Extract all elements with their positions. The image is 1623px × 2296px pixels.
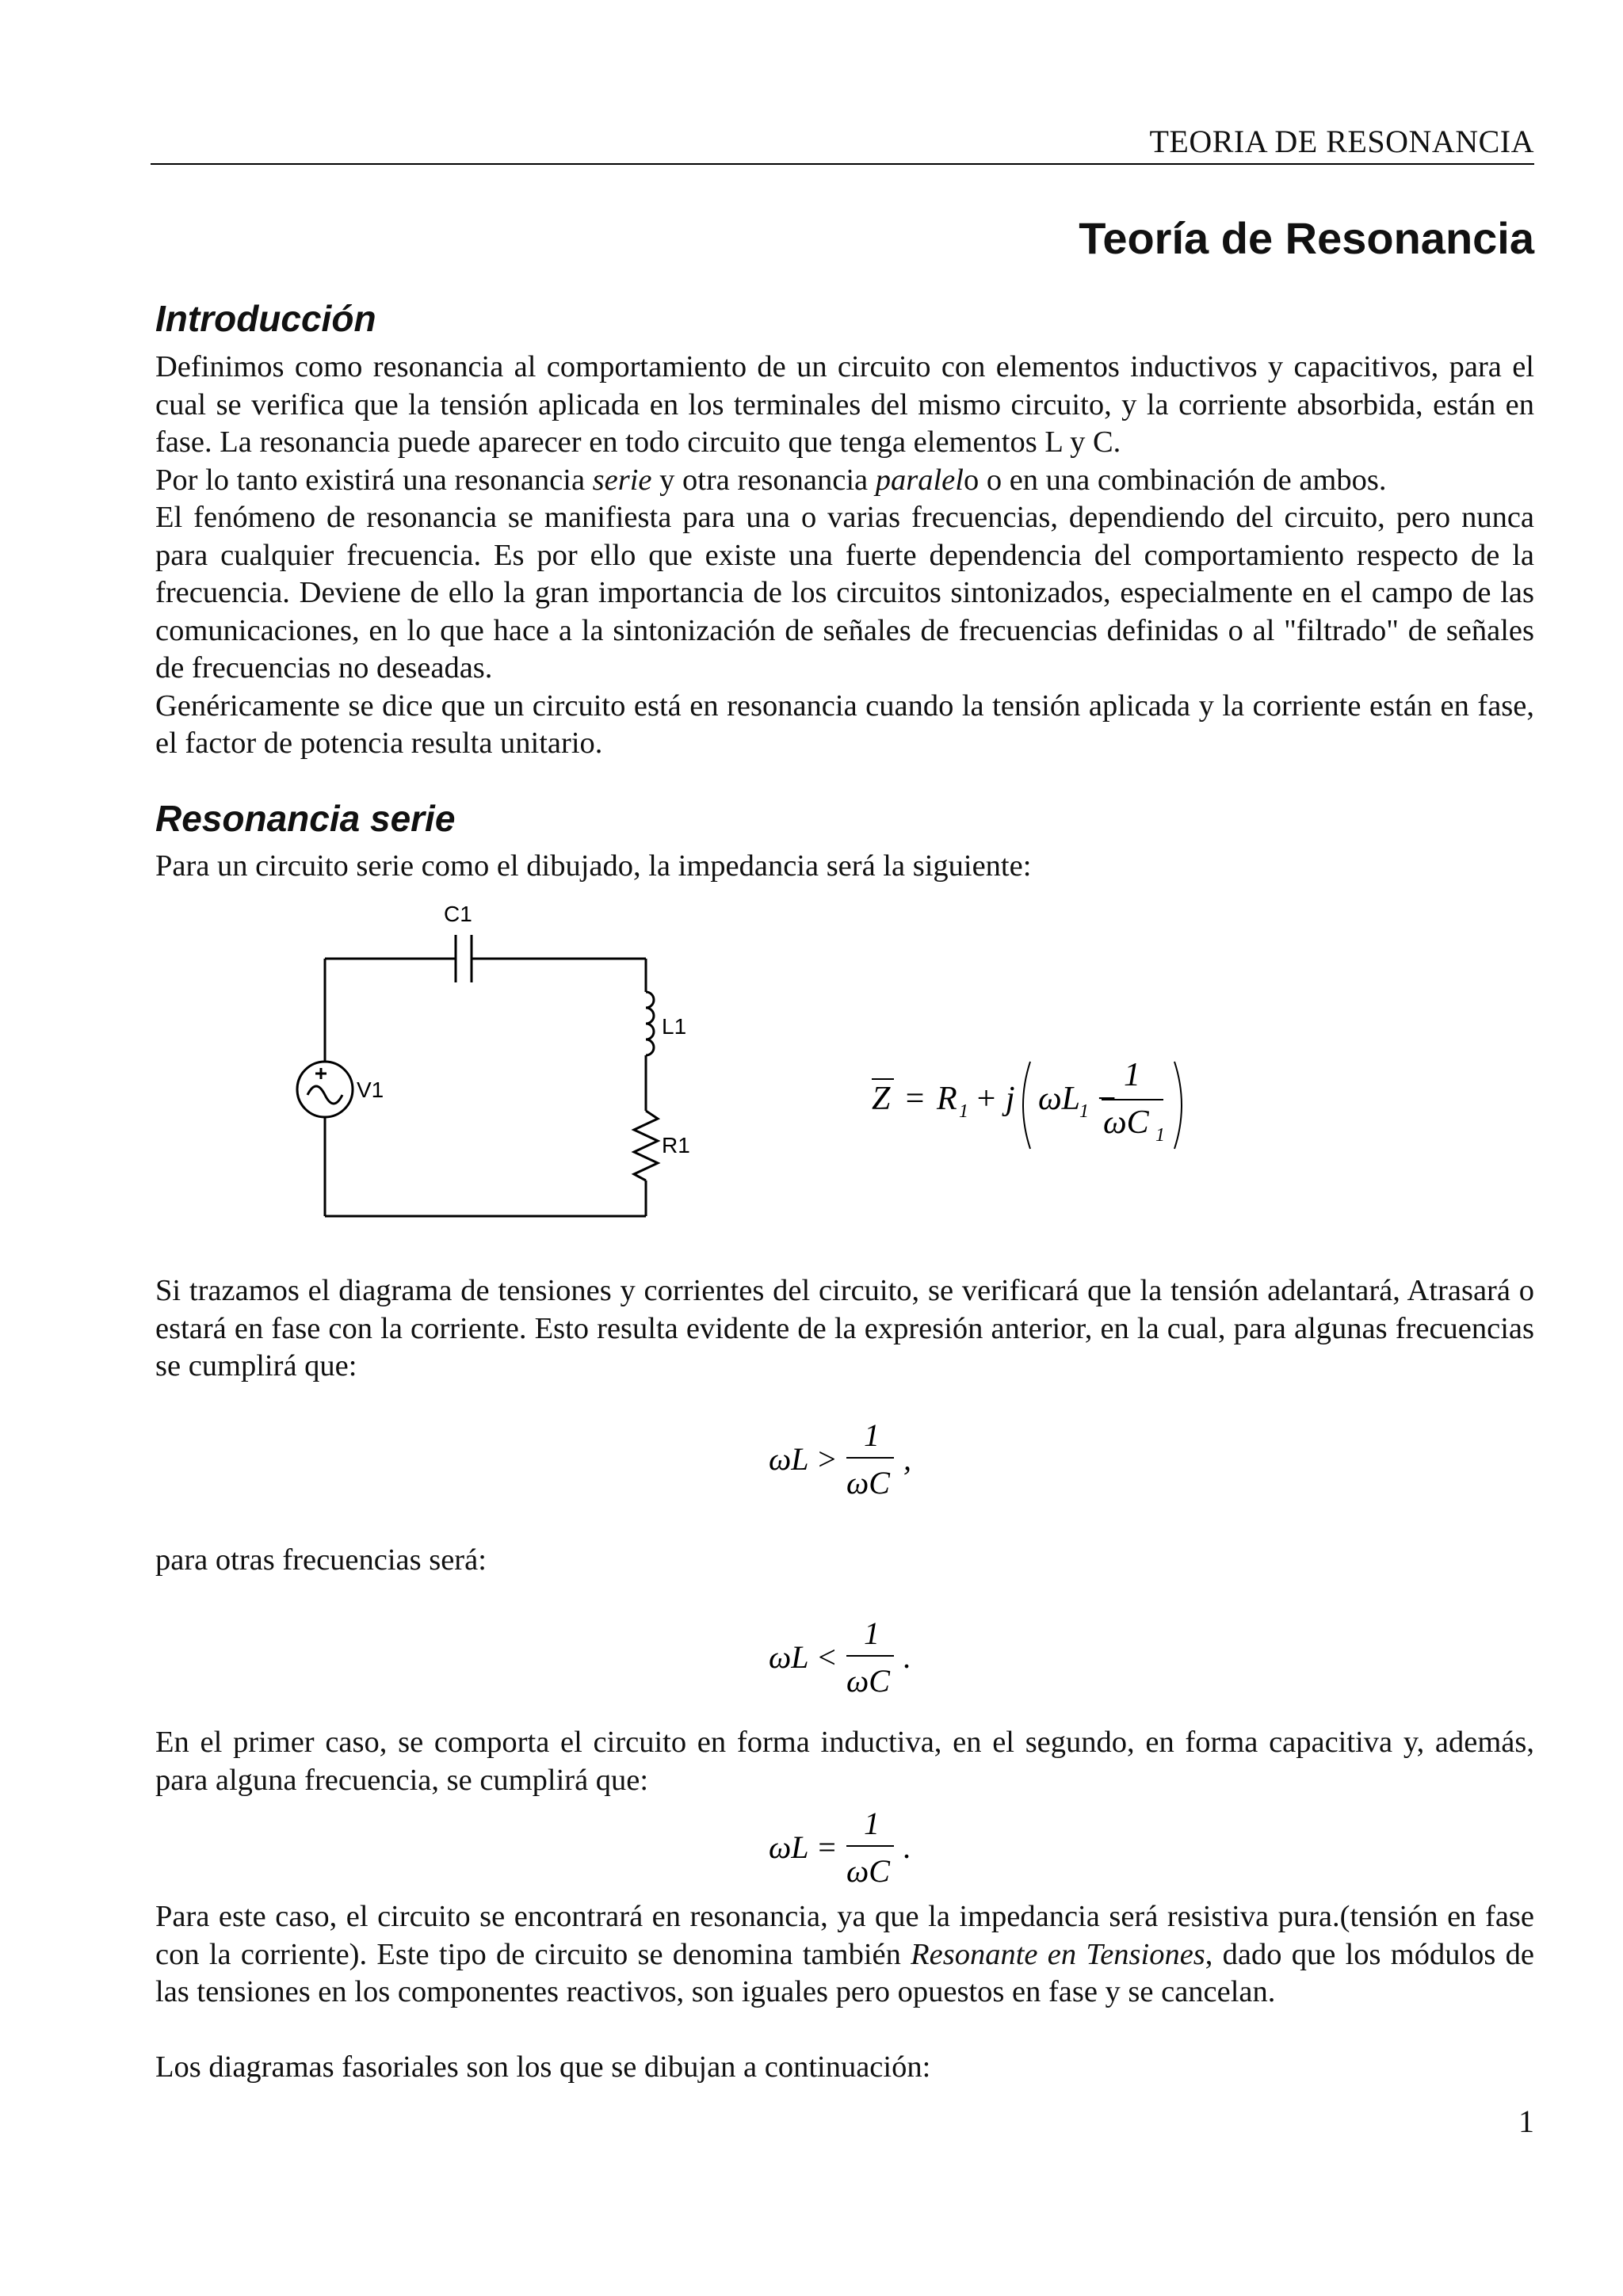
intro-text <box>155 349 1534 763</box>
inequality-greater <box>761 1418 951 1505</box>
intro-paragraph-2 <box>155 462 1534 500</box>
other-frequencies-text: para otras frecuencias será: <box>155 1543 487 1577</box>
fraction-denominator: ωC <box>1103 1104 1149 1141</box>
label-c1: C1 <box>444 902 472 926</box>
text-span: Para este caso, el circuito se encontrará en resonancia, ya que la impedancia será resistiva pura.(tensión en fase con la corriente). Este tipo de circuito se denomina también <box>155 1900 1534 1971</box>
inductor-coil <box>646 992 654 1055</box>
series-paragraph-2: Si trazamos el diagrama de tensiones y corrientes del circuito, se verificará que la tensión adelantará, Atrasará o estará en fase con la corriente. Esto resulta evidente de la expresión anterior, en la cual, para algunas frecuencias se cumplirá que: <box>155 1274 1534 1383</box>
emphasis-resonante: Resonante en Tensiones <box>911 1937 1205 1971</box>
left-paren <box>1023 1062 1030 1149</box>
ac-source <box>297 1062 353 1117</box>
sine-wave-icon <box>307 1086 342 1104</box>
emphasis-paralel: paralel <box>875 463 964 497</box>
label-r1: R1 <box>662 1133 690 1158</box>
text-span: , dado que los módulos de las tensiones en los componentes reactivos, son iguales pero opuestos en fase y se cancelan. <box>155 1937 1534 2008</box>
label-l1: L1 <box>662 1014 687 1039</box>
equation-lhs: ωL = <box>769 1829 838 1865</box>
page-number: 1 <box>1518 2103 1534 2139</box>
series-paragraph-5: Los diagramas fasoriales son los que se dibujan a continuación: <box>155 2050 931 2084</box>
fraction-numerator: 1 <box>864 1616 880 1651</box>
fraction-denominator: ωC <box>846 1853 890 1889</box>
series-rlc-circuit-diagram <box>285 895 697 1228</box>
resonance-equation <box>761 1806 951 1894</box>
omega-l: ωL <box>1038 1081 1081 1117</box>
running-header: TEORIA DE RESONANCIA <box>1149 124 1534 159</box>
intro-paragraph-3: El fenómeno de resonancia se manifiesta para una o varias frecuencias, dependiendo del circuito, pero nunca para cualquier frecuencia. Es por ello que existe una fuerte dependencia del comportamiento respecto de la frecuencia. Deviene de ello la gran importancia de los circuitos sintonizados, especialmente en el campo de las comunicaciones, en lo que hace a la sintonización de señales de frecuencias definidas o al "filtrado" de señales de frecuencias no deseadas. <box>155 501 1534 685</box>
page-title: Teoría de Resonancia <box>1079 213 1534 263</box>
plus-j: + j <box>975 1081 1015 1117</box>
intro-text-span: Por lo tanto existirá una resonancia <box>155 463 593 497</box>
inequality-lhs: ωL < <box>769 1639 838 1675</box>
inequality-less <box>761 1616 951 1703</box>
header-rule <box>151 163 1534 165</box>
series-paragraph-3: En el primer caso, se comporta el circuito en forma inductiva, en el segundo, en forma capacitiva y, además, para alguna frecuencia, se cumplirá que: <box>155 1726 1534 1797</box>
series-lead: Para un circuito serie como el dibujado, la impedancia será la siguiente: <box>155 849 1032 883</box>
trailing-punctuation: . <box>903 1829 911 1865</box>
equals-sign: = <box>903 1081 926 1117</box>
impedance-formula <box>864 1038 1197 1165</box>
fraction-denominator: ωC <box>846 1663 890 1699</box>
right-paren <box>1174 1062 1182 1149</box>
intro-paragraph-1: Definimos como resonancia al comportamiento de un circuito con elementos inductivos y capacitivos, para el cual se verifica que la tensión aplicada en los terminales del mismo circuito, y la corriente absorbida, están en fase. La resonancia puede aparecer en todo circuito que tenga elementos L y C. <box>155 350 1534 459</box>
trailing-punctuation: . <box>903 1639 911 1675</box>
emphasis-serie: serie <box>592 463 652 497</box>
subscript: 1 <box>1155 1125 1165 1146</box>
z-symbol: Z <box>872 1081 891 1117</box>
section-heading-series: Resonancia serie <box>155 798 456 839</box>
inequality-lhs: ωL > <box>769 1441 838 1477</box>
r-symbol: R <box>937 1081 957 1117</box>
resistor-zigzag <box>634 1111 658 1180</box>
fraction-numerator: 1 <box>864 1418 880 1453</box>
fraction-denominator: ωC <box>846 1465 890 1501</box>
minus-sign: − <box>1095 1081 1118 1117</box>
fraction-numerator: 1 <box>864 1806 880 1841</box>
subscript: 1 <box>959 1101 968 1122</box>
intro-paragraph-4: Genéricamente se dice que un circuito está en resonancia cuando la tensión aplicada y la corriente están en fase, el factor de potencia resulta unitario. <box>155 688 1534 760</box>
intro-text-span: y otra resonancia <box>651 463 876 497</box>
intro-text-span: o o en una combinación de ambos. <box>963 463 1387 497</box>
label-v1: V1 <box>357 1077 384 1102</box>
trailing-punctuation: , <box>903 1441 911 1477</box>
series-paragraph-4 <box>155 1898 1534 2012</box>
section-heading-intro: Introducción <box>155 298 376 339</box>
subscript: 1 <box>1079 1101 1089 1122</box>
fraction-numerator: 1 <box>1124 1057 1140 1093</box>
